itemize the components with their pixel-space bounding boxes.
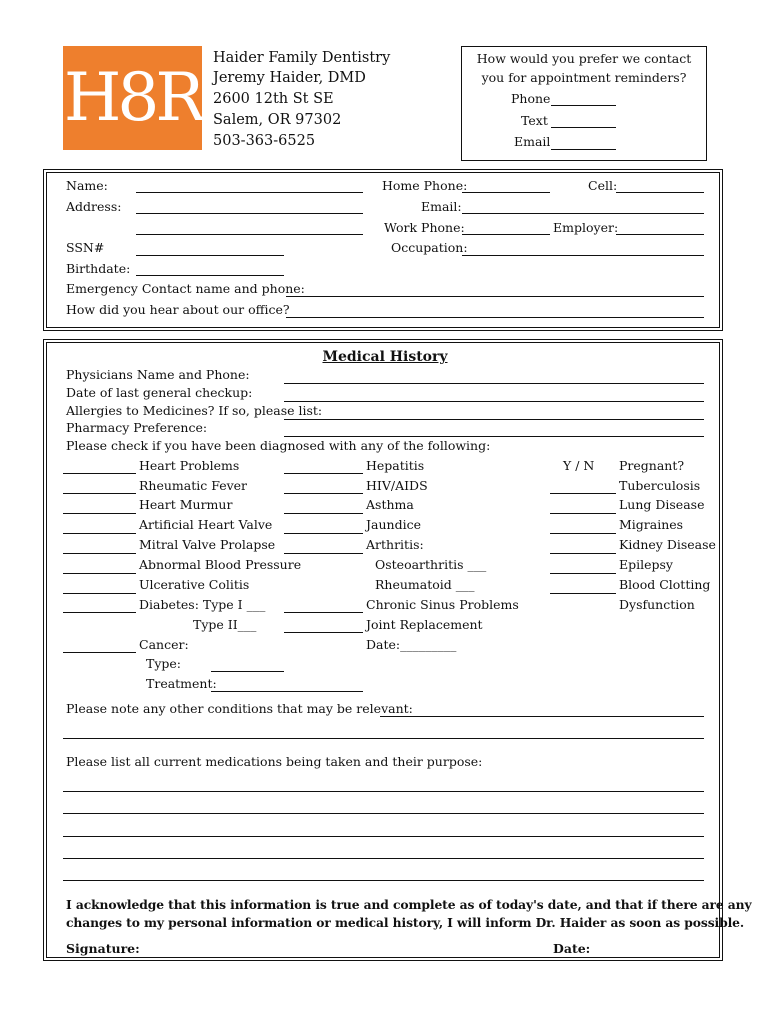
condition-kidney-disease: Kidney Disease <box>619 537 716 552</box>
work-phone-label: Work Phone: <box>384 220 465 235</box>
occupation-label: Occupation: <box>391 240 468 255</box>
practice-logo: H8R <box>63 46 202 150</box>
condition-migraines: Migraines <box>619 517 684 532</box>
heart-problems-check[interactable] <box>63 473 136 474</box>
condition-blood-clotting: Blood Clotting <box>619 577 711 592</box>
mitral-valve-prolapse-check[interactable] <box>63 553 136 554</box>
migraines-check[interactable] <box>550 533 616 534</box>
tuberculosis-check[interactable] <box>550 493 616 494</box>
condition-cancer: Cancer: <box>139 637 189 652</box>
heart-murmur-check[interactable] <box>63 513 136 514</box>
artificial-heart-valve-check[interactable] <box>63 533 136 534</box>
home-phone-field[interactable] <box>462 192 550 193</box>
diabetes-check[interactable] <box>63 612 136 613</box>
condition-asthma: Asthma <box>366 497 414 512</box>
acknowledgement-line-2: changes to my personal information or medical history, I will inform Dr. Haider as soon as possible. <box>66 915 745 930</box>
condition-heart-murmur: Heart Murmur <box>139 497 233 512</box>
abnormal-blood-pressure-check[interactable] <box>63 573 136 574</box>
emergency-contact-label: Emergency Contact name and phone: <box>66 281 305 296</box>
condition-jaundice: Jaundice <box>366 517 421 532</box>
ssn-label: SSN# <box>66 240 105 255</box>
condition-dysfunction: Dysfunction <box>619 597 695 612</box>
name-label: Name: <box>66 178 108 193</box>
jaundice-check[interactable] <box>284 533 363 534</box>
medications-label: Please list all current medications being taken and their purpose: <box>66 754 483 769</box>
chronic-sinus-check[interactable] <box>284 612 363 613</box>
lung-disease-check[interactable] <box>550 513 616 514</box>
hepatitis-check[interactable] <box>284 473 363 474</box>
reminder-question-line-2: you for appointment reminders? <box>481 70 687 85</box>
cancer-type-label: Type: <box>146 656 182 671</box>
signature-label: Signature: <box>66 941 140 956</box>
clinic-phone: 503-363-6525 <box>213 133 316 149</box>
condition-mitral-valve-prolapse: Mitral Valve Prolapse <box>139 537 276 552</box>
employer-field[interactable] <box>616 234 704 235</box>
condition-rheumatoid: Rheumatoid ___ <box>375 577 475 592</box>
referral-label: How did you hear about our office? <box>66 302 290 317</box>
clinic-street: 2600 12th St SE <box>213 91 334 107</box>
allergies-field[interactable] <box>284 419 704 420</box>
reminder-text-field[interactable] <box>551 127 616 128</box>
condition-ulcerative-colitis: Ulcerative Colitis <box>139 577 250 592</box>
cancer-treatment-field[interactable] <box>211 691 363 692</box>
last-checkup-field[interactable] <box>284 401 704 402</box>
condition-artificial-heart-valve: Artificial Heart Valve <box>139 517 273 532</box>
reminder-phone-field[interactable] <box>551 105 616 106</box>
clinic-city: Salem, OR 97302 <box>213 112 342 128</box>
cancer-check[interactable] <box>63 652 136 653</box>
reminder-question-line-1: How would you prefer we contact <box>476 51 692 66</box>
condition-hepatitis: Hepatitis <box>366 458 425 473</box>
other-conditions-label: Please note any other conditions that may be relevant: <box>66 701 413 716</box>
condition-arthritis: Arthritis: <box>366 537 424 552</box>
condition-hiv-aids: HIV/AIDS <box>366 478 428 493</box>
address-field-2[interactable] <box>136 234 363 235</box>
emergency-contact-field[interactable] <box>286 296 704 297</box>
work-phone-field[interactable] <box>462 234 550 235</box>
condition-diabetes-type-2: Type II___ <box>193 617 257 632</box>
date-label: Date: <box>553 941 591 956</box>
address-field-1[interactable] <box>136 213 363 214</box>
reminder-option-email: Email <box>514 134 551 149</box>
cell-field[interactable] <box>616 192 704 193</box>
kidney-disease-check[interactable] <box>550 553 616 554</box>
physician-field[interactable] <box>284 383 704 384</box>
birthdate-label: Birthdate: <box>66 261 131 276</box>
condition-chronic-sinus: Chronic Sinus Problems <box>366 597 519 612</box>
medications-field-1[interactable] <box>63 791 704 792</box>
other-conditions-field-2[interactable] <box>63 738 704 739</box>
joint-replacement-date: Date:_________ <box>366 637 457 652</box>
condition-diabetes: Diabetes: Type I ___ <box>139 597 266 612</box>
blood-clotting-check[interactable] <box>550 593 616 594</box>
pharmacy-field[interactable] <box>284 436 704 437</box>
condition-osteoarthritis: Osteoarthritis ___ <box>375 557 487 572</box>
medications-field-4[interactable] <box>63 858 704 859</box>
address-label: Address: <box>66 199 122 214</box>
birthdate-field[interactable] <box>136 275 284 276</box>
condition-heart-problems: Heart Problems <box>139 458 240 473</box>
home-phone-label: Home Phone: <box>382 178 468 193</box>
medications-field-3[interactable] <box>63 836 704 837</box>
reminder-option-text: Text <box>521 113 548 128</box>
epilepsy-check[interactable] <box>550 573 616 574</box>
condition-epilepsy: Epilepsy <box>619 557 673 572</box>
asthma-check[interactable] <box>284 513 363 514</box>
referral-field[interactable] <box>286 317 704 318</box>
reminder-email-field[interactable] <box>551 149 616 150</box>
acknowledgement-line-1: I acknowledge that this information is true and complete as of today's date, and that if there are any <box>66 897 752 912</box>
ssn-field[interactable] <box>136 255 284 256</box>
allergies-label: Allergies to Medicines? If so, please list: <box>66 403 323 418</box>
other-conditions-field-1[interactable] <box>380 716 704 717</box>
dentist-name: Jeremy Haider, DMD <box>213 70 366 86</box>
name-field[interactable] <box>136 192 363 193</box>
hiv-aids-check[interactable] <box>284 493 363 494</box>
pharmacy-label: Pharmacy Preference: <box>66 420 208 435</box>
condition-joint-replacement: Joint Replacement <box>366 617 483 632</box>
email-label: Email: <box>421 199 462 214</box>
cancer-type-field[interactable] <box>211 671 284 672</box>
condition-tuberculosis: Tuberculosis <box>619 478 701 493</box>
joint-replacement-check[interactable] <box>284 632 363 633</box>
condition-pregnant: Pregnant? <box>619 458 685 473</box>
condition-rheumatic-fever: Rheumatic Fever <box>139 478 248 493</box>
arthritis-check[interactable] <box>284 553 363 554</box>
ulcerative-colitis-check[interactable] <box>63 593 136 594</box>
diagnosed-prompt: Please check if you have been diagnosed with any of the following: <box>66 438 491 453</box>
condition-lung-disease: Lung Disease <box>619 497 705 512</box>
clinic-name: Haider Family Dentistry <box>213 50 391 66</box>
email-field[interactable] <box>462 213 704 214</box>
occupation-field[interactable] <box>462 255 704 256</box>
employer-label: Employer: <box>553 220 619 235</box>
medical-history-title: Medical History <box>322 349 448 365</box>
rheumatic-fever-check[interactable] <box>63 493 136 494</box>
condition-abnormal-blood-pressure: Abnormal Blood Pressure <box>139 557 302 572</box>
last-checkup-label: Date of last general checkup: <box>66 385 253 400</box>
cancer-treatment-label: Treatment: <box>146 676 217 691</box>
reminder-option-phone: Phone <box>511 91 551 106</box>
yes-no-header: Y / N <box>563 458 595 473</box>
medications-field-5[interactable] <box>63 880 704 881</box>
medications-field-2[interactable] <box>63 813 704 814</box>
cell-label: Cell: <box>588 178 618 193</box>
physician-label: Physicians Name and Phone: <box>66 367 250 382</box>
